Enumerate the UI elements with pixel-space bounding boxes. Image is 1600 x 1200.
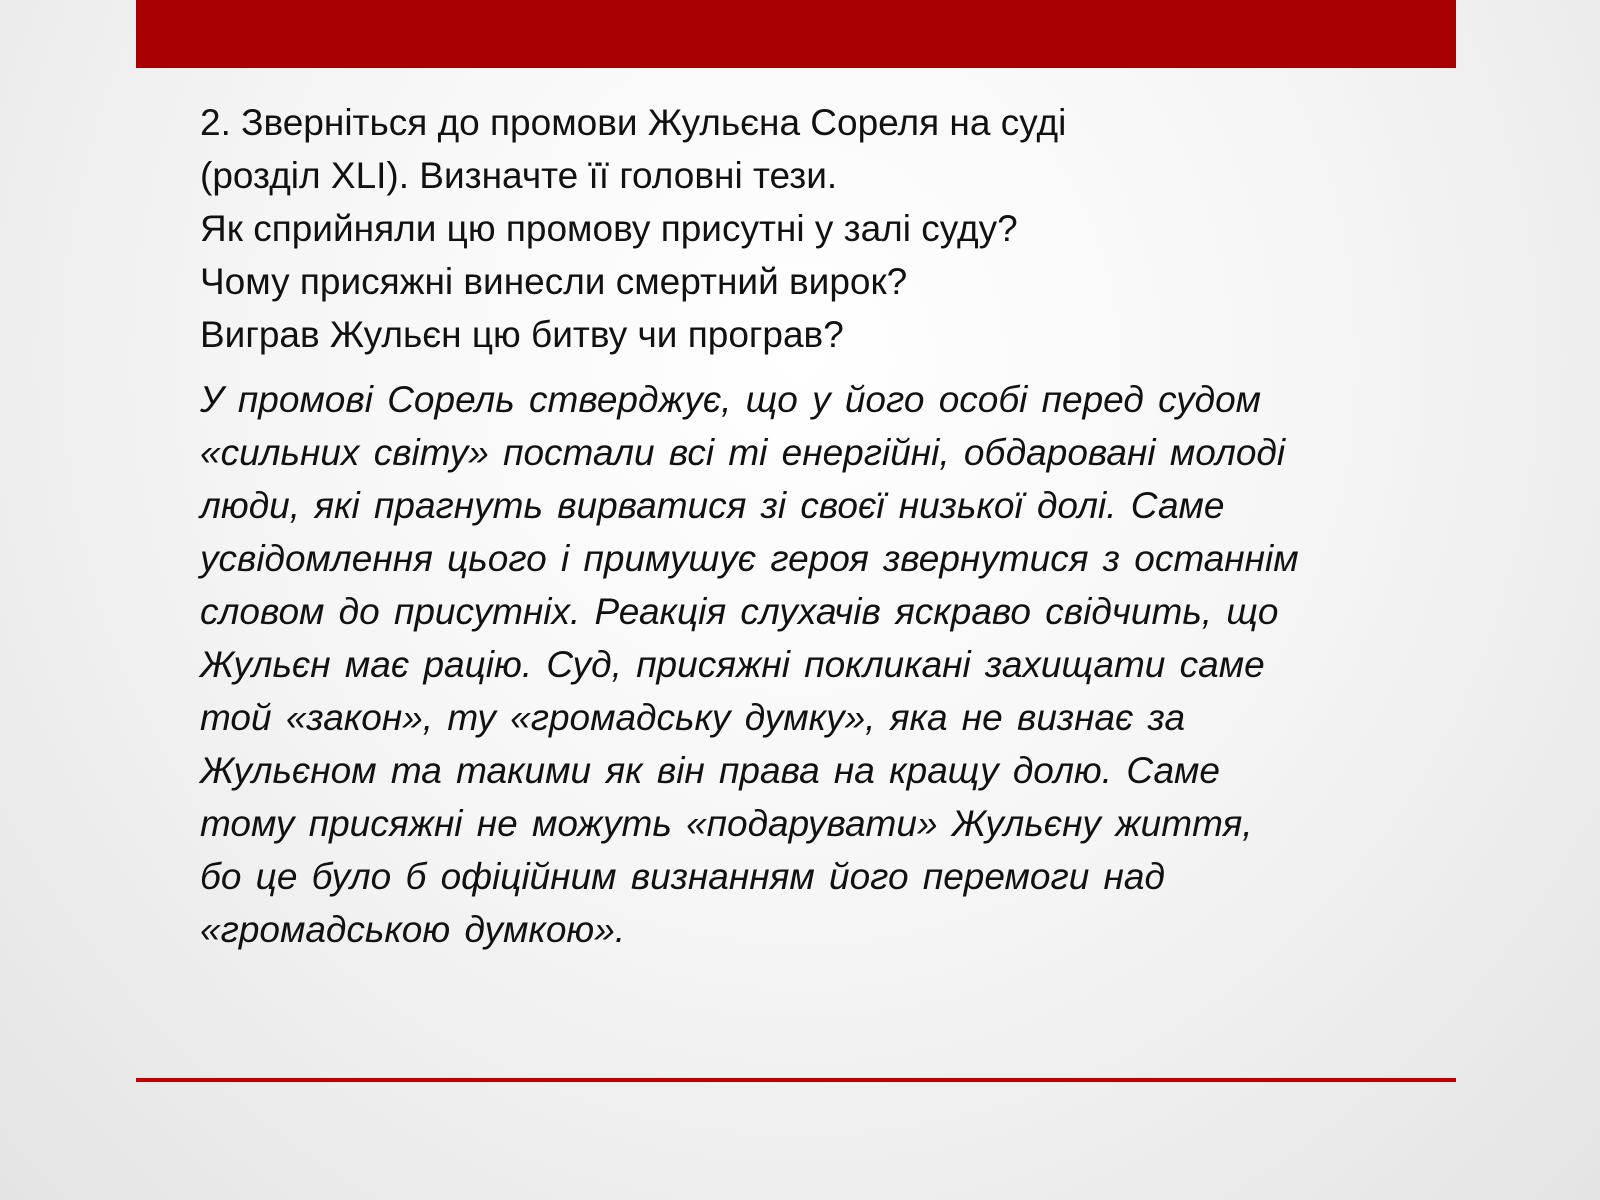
question-line-2: (розділ XLI). Визначте її головні тези. — [200, 155, 838, 196]
answer-paragraph: У промові Сорель стверджує, що у його особі перед судом «сильних світу» постали всі ті енергійні, обдаровані молоді люди, які прагнуть вирватися зі своєї низької долі. Саме усвідомлення цього і примушує героя звернутися з останнім словом до присутніх. Реакція слухачів яскраво свідчить, що Жульєн має рацію. Суд, присяжні покликані захищати саме той «закон», ту «громадську думку», яка не визнає за Жульєном та такими як він права на кращу долю. Саме тому присяжні не можуть «подарувати» Жульєну життя, бо це було б офіційним визнанням його перемоги над «громадською думкою». — [200, 379, 1299, 950]
question-line-4: Чому присяжні винесли смертний вирок? — [200, 261, 908, 302]
question-line-5: Виграв Жульєн цю битву чи програв? — [200, 314, 844, 355]
top-accent-bar — [136, 0, 1456, 68]
question-block — [200, 96, 1340, 361]
question-line-1: 2. Зверніться до промови Жульєна Сореля на суді — [200, 102, 1067, 143]
slide-content — [200, 96, 1340, 993]
bottom-divider-line — [136, 1078, 1456, 1082]
question-line-3: Як сприйняли цю промову присутні у залі суду? — [200, 208, 1018, 249]
